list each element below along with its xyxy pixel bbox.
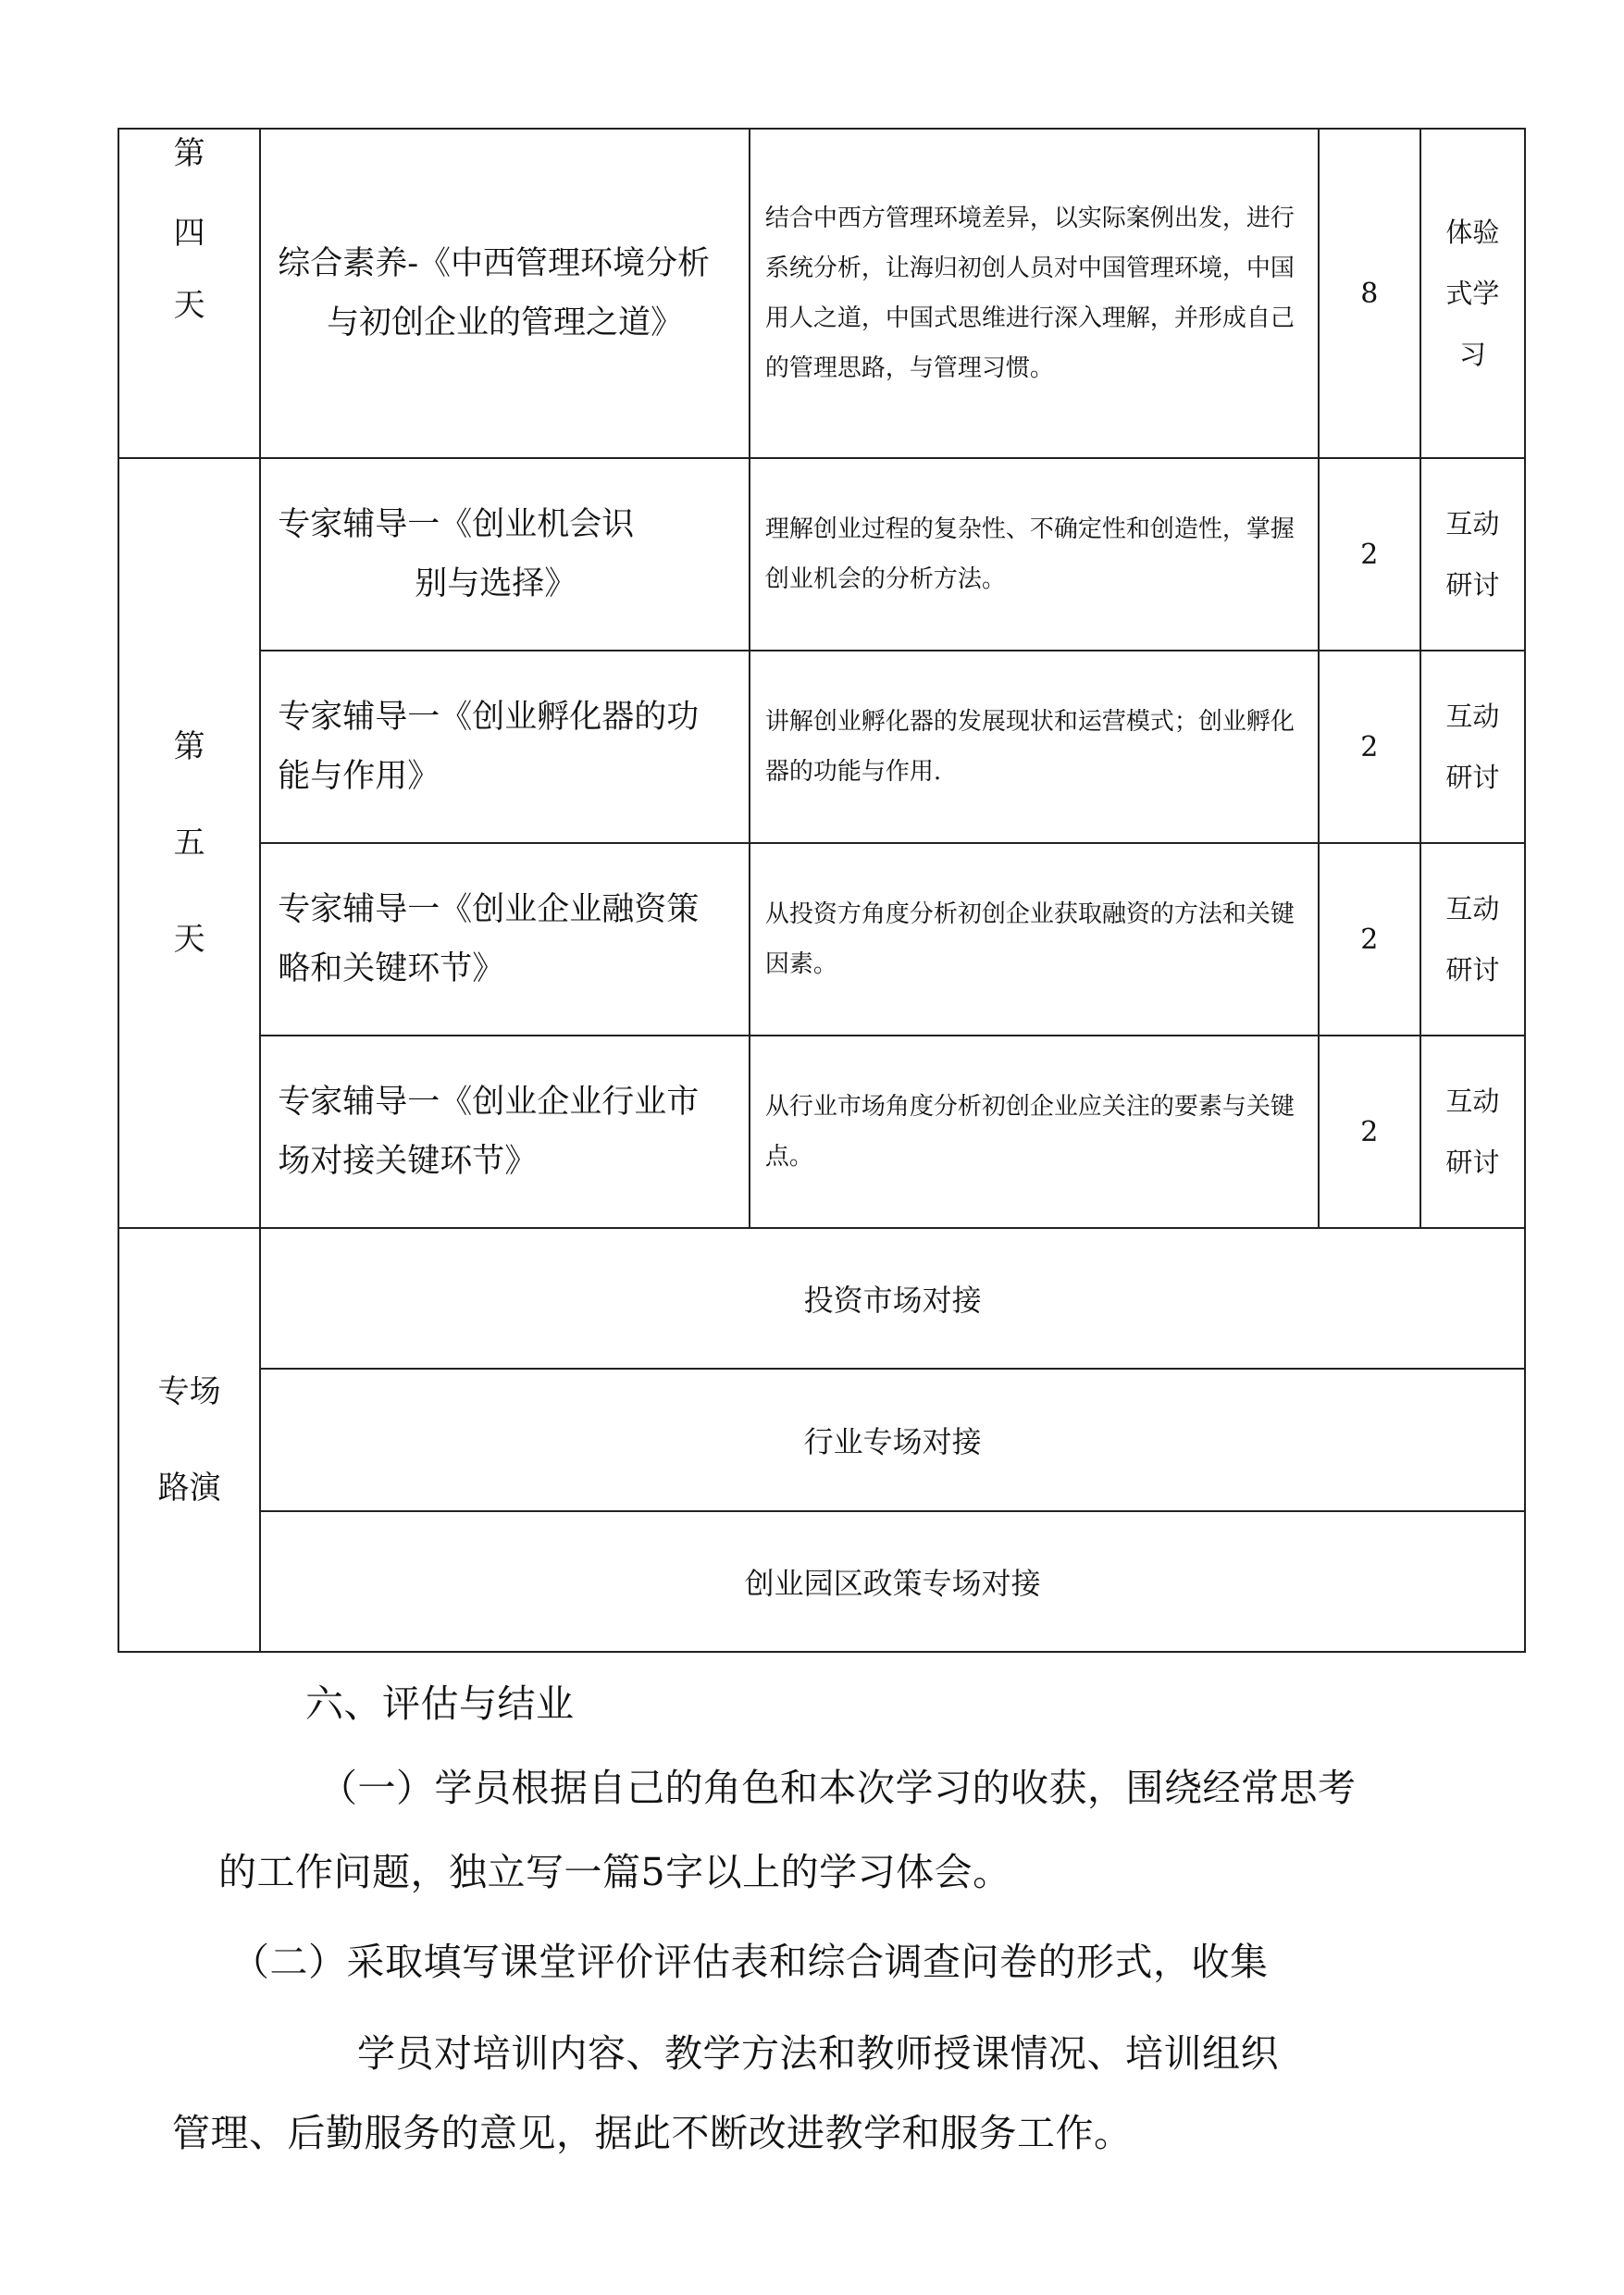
topic-line: 场对接关键环节》	[278, 1143, 538, 1180]
method-cell: 互动 研讨	[1420, 843, 1525, 1036]
topic-line: 能与作用》	[278, 758, 440, 795]
description-cell: 结合中西方管理环境差异，以实际案例出发，进行系统分析，让海归初创人员对中国管理环境，中国用人之道，中国式思维进行深入理解，并形成自己的管理思路，与管理习惯。	[750, 129, 1319, 458]
method-cell: 互动 研讨	[1420, 458, 1525, 651]
description-cell: 从投资方角度分析初创企业获取融资的方法和关键因素。	[750, 843, 1319, 1036]
table-row	[118, 651, 1525, 843]
topic-line: 综合素养-《中西管理环境分析	[278, 245, 711, 282]
paragraph-line: 的工作问题，独立写一篇5字以上的学习体会。	[218, 1850, 1011, 1894]
topic-line: 与初创企业的管理之道》	[327, 304, 684, 341]
description-cell: 讲解创业孵化器的发展现状和运营模式；创业孵化器的功能与作用.	[750, 651, 1319, 843]
table-row	[118, 1511, 1525, 1652]
roadshow-item: 创业园区政策专场对接	[260, 1511, 1525, 1652]
day-four-label: 第 四 天	[118, 129, 260, 458]
table-row	[118, 458, 1525, 651]
topic-line: 专家辅导一《创业机会识	[278, 506, 635, 543]
hours-cell: 8	[1319, 129, 1420, 458]
paragraph-line: 学员对培训内容、教学方法和教师授课情况、培训组织	[357, 2031, 1279, 2076]
method-cell: 体验 式学 习	[1420, 129, 1525, 458]
table-row	[118, 1036, 1525, 1228]
method-cell: 互动 研讨	[1420, 651, 1525, 843]
table-row	[118, 1369, 1525, 1511]
table-row	[118, 1228, 1525, 1369]
paragraph-line: 管理、后勤服务的意见，据此不断改进教学和服务工作。	[172, 2111, 1133, 2155]
roadshow-label: 专场 路演	[118, 1228, 260, 1652]
topic-cell	[260, 843, 750, 1036]
paragraph-line: （二）采取填写课堂评价评估表和综合调查问卷的形式，收集	[231, 1940, 1269, 1984]
hours-cell: 2	[1319, 1036, 1420, 1228]
hours-cell: 2	[1319, 458, 1420, 651]
roadshow-item: 投资市场对接	[260, 1228, 1525, 1369]
description-cell: 从行业市场角度分析初创企业应关注的要素与关键点。	[750, 1036, 1319, 1228]
hours-cell: 2	[1319, 651, 1420, 843]
topic-cell	[260, 651, 750, 843]
method-cell: 互动 研讨	[1420, 1036, 1525, 1228]
table-row	[118, 129, 1525, 458]
topic-line: 别与选择》	[415, 565, 577, 602]
description-cell: 理解创业过程的复杂性、不确定性和创造性，掌握创业机会的分析方法。	[750, 458, 1319, 651]
hours-cell: 2	[1319, 843, 1420, 1036]
topic-cell	[260, 129, 750, 458]
day-five-label: 第 五 天	[118, 458, 260, 1228]
topic-line: 略和关键环节》	[278, 950, 505, 987]
roadshow-item: 行业专场对接	[260, 1369, 1525, 1511]
training-schedule-table	[118, 128, 1526, 1653]
paragraph-line: （一）学员根据自己的角色和本次学习的收获，围绕经常思考	[319, 1766, 1357, 1810]
topic-cell	[260, 458, 750, 651]
topic-cell	[260, 1036, 750, 1228]
topic-line: 专家辅导一《创业企业融资策	[278, 891, 700, 928]
topic-line: 专家辅导一《创业孵化器的功	[278, 699, 700, 736]
table-row	[118, 843, 1525, 1036]
section-heading: 六、评估与结业	[305, 1681, 575, 1726]
topic-line: 专家辅导一《创业企业行业市	[278, 1084, 700, 1121]
